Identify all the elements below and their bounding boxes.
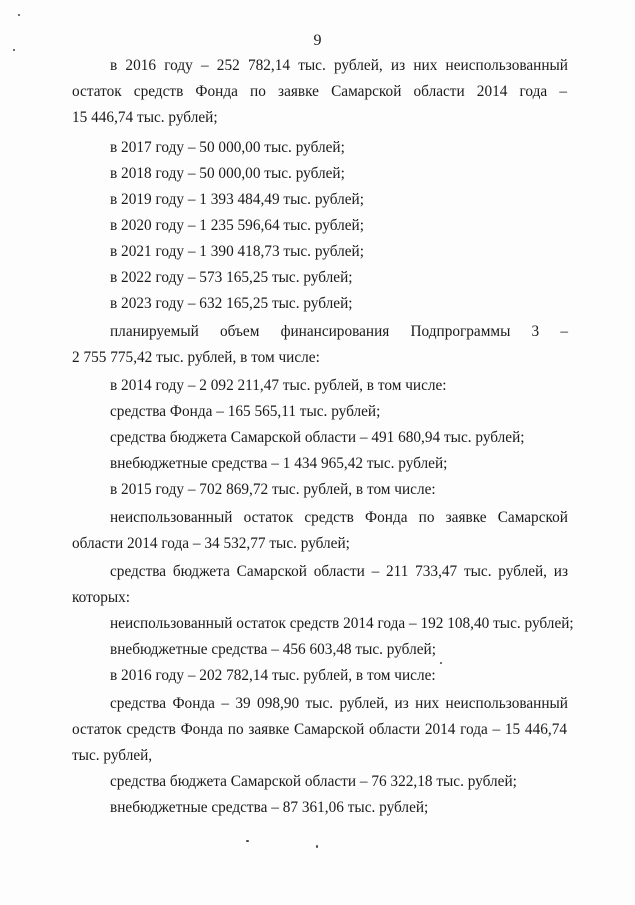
text-line: остаток средств Фонда по заявке Самарской области 2014 года – 15 446,74 [72, 721, 567, 738]
text-line: в 2019 году – 1 393 484,49 тыс. рублей; [110, 191, 364, 208]
text-line: средства Фонда – 165 565,11 тыс. рублей; [110, 403, 381, 420]
text-line: 2 755 775,42 тыс. рублей, в том числе: [72, 349, 320, 366]
text-line: внебюджетные средства – 1 434 965,42 тыс. рублей; [110, 455, 448, 472]
text-line: в 2016 году – 252 782,14 тыс. рублей, из них неиспользованный [110, 57, 568, 74]
scan-speck [316, 845, 318, 848]
text-line: планируемый объем финансирования Подпрограммы 3 – [110, 323, 568, 340]
text-line: в 2017 году – 50 000,00 тыс. рублей; [110, 139, 345, 156]
text-line: 15 446,74 тыс. рублей; [72, 109, 218, 126]
text-line: тыс. рублей, [72, 747, 153, 764]
text-line: средства бюджета Самарской области – 211 733,47 тыс. рублей, из [110, 563, 568, 580]
text-line: неиспользованный остаток средств 2014 года – 192 108,40 тыс. рублей; [110, 615, 574, 632]
text-line: внебюджетные средства – 87 361,06 тыс. рублей; [110, 799, 429, 816]
text-line: в 2022 году – 573 165,25 тыс. рублей; [110, 269, 353, 286]
text-line: неиспользованный остаток средств Фонда по заявке Самарской [110, 509, 568, 526]
text-line: в 2023 году – 632 165,25 тыс. рублей; [110, 295, 353, 312]
scan-speck [440, 662, 442, 664]
scan-speck [18, 14, 20, 16]
text-line: средства бюджета Самарской области – 76 322,18 тыс. рублей; [110, 773, 517, 790]
text-line: средства бюджета Самарской области – 491 680,94 тыс. рублей; [110, 429, 525, 446]
text-line: внебюджетные средства – 456 603,48 тыс. рублей; [110, 641, 436, 658]
text-line: в 2015 году – 702 869,72 тыс. рублей, в том числе: [110, 481, 436, 498]
scan-speck [246, 840, 249, 842]
text-line: остаток средств Фонда по заявке Самарской области 2014 года – [72, 83, 567, 100]
text-line: в 2016 году – 202 782,14 тыс. рублей, в том числе: [110, 667, 436, 684]
text-line: в 2018 году – 50 000,00 тыс. рублей; [110, 165, 345, 182]
text-line: в 2021 году – 1 390 418,73 тыс. рублей; [110, 243, 364, 260]
page-number: 9 [313, 32, 322, 49]
text-line: области 2014 года – 34 532,77 тыс. рублей; [72, 535, 350, 552]
text-line: средства Фонда – 39 098,90 тыс. рублей, из них неиспользованный [110, 695, 568, 712]
text-line: в 2014 году – 2 092 211,47 тыс. рублей, в том числе: [110, 377, 447, 394]
text-line: в 2020 году – 1 235 596,64 тыс. рублей; [110, 217, 364, 234]
scan-speck [13, 49, 15, 51]
text-line: которых: [72, 589, 131, 606]
